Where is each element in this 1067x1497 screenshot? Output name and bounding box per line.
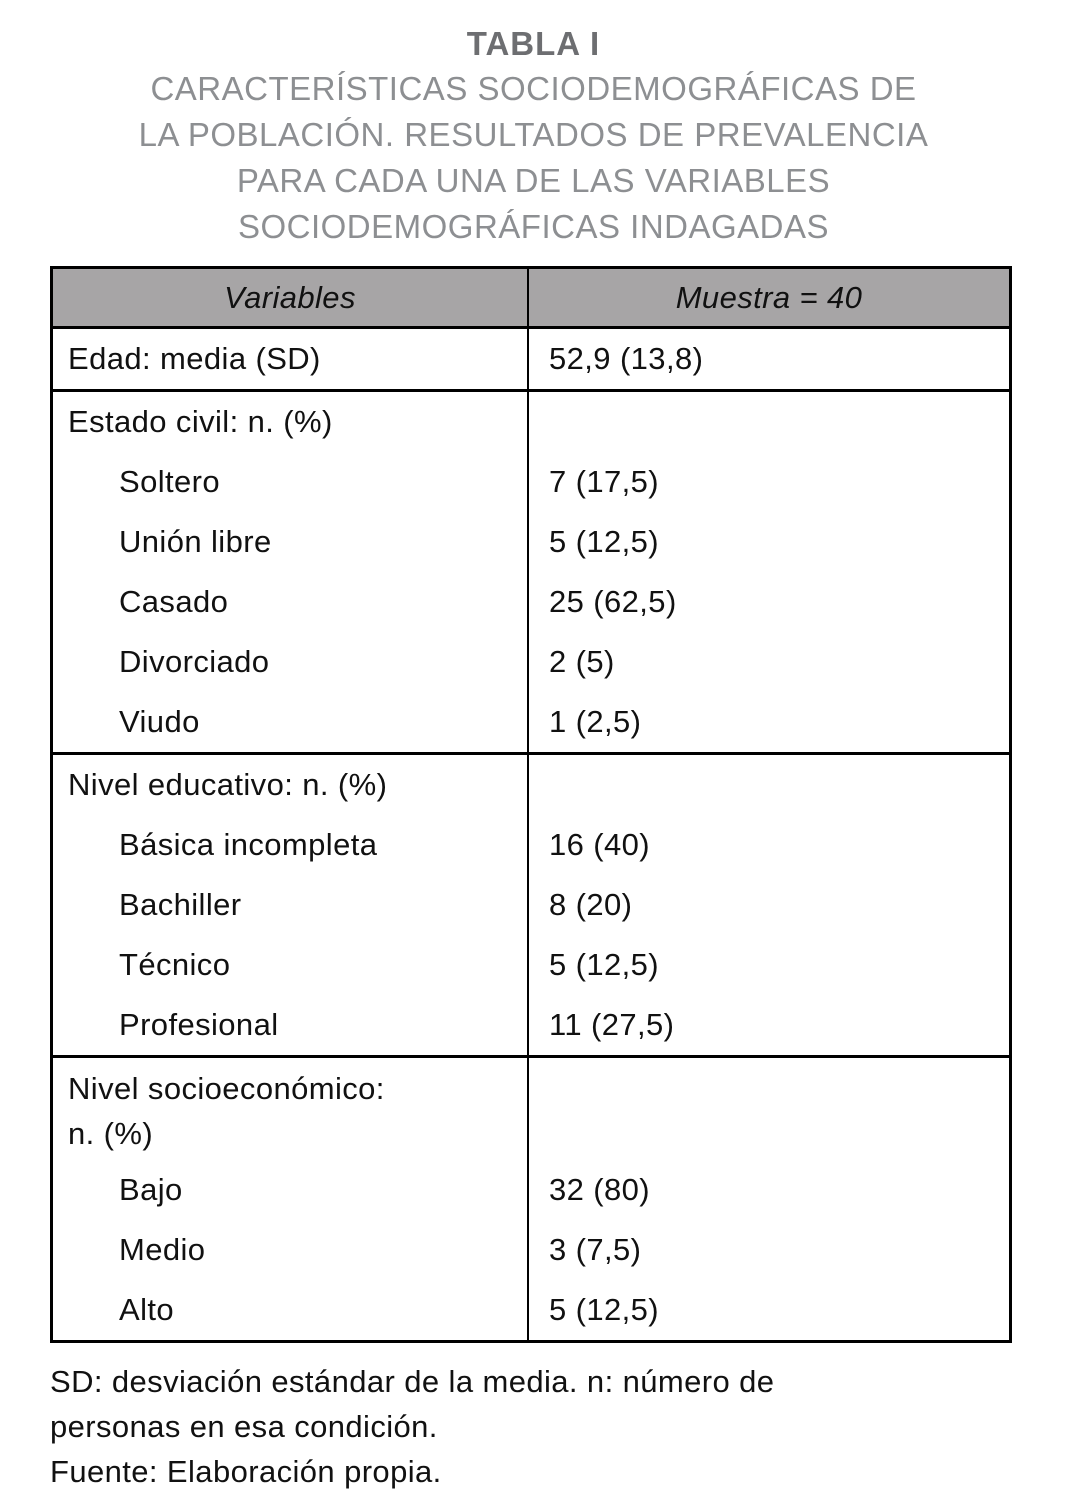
- subtitle-line-2: LA POBLACIÓN. RESULTADOS DE PREVALENCIA: [138, 116, 929, 153]
- table-row-estado-civil-header: [53, 392, 1009, 452]
- subtitle-line-1: CARACTERÍSTICAS SOCIODEMOGRÁFICAS DE: [150, 70, 917, 107]
- row-value: 1 (2,5): [549, 704, 642, 739]
- title-block: [0, 0, 1067, 250]
- row-value: 52,9 (13,8): [549, 341, 704, 376]
- row-label: Medio: [53, 1220, 529, 1280]
- table-row-basica-incompleta: [53, 815, 1009, 875]
- table-title: TABLA I: [466, 25, 601, 62]
- subtitle-line-4: SOCIODEMOGRÁFICAS INDAGADAS: [237, 208, 830, 245]
- row-value: 5 (12,5): [549, 524, 660, 559]
- table-row-nivel-socioeconomico-header: [53, 1058, 1009, 1160]
- table-row-bachiller: [53, 875, 1009, 935]
- row-value: 3 (7,5): [549, 1232, 642, 1267]
- row-label: Técnico: [53, 935, 529, 995]
- row-label: Bajo: [53, 1160, 529, 1220]
- row-label: Edad: media (SD): [53, 329, 529, 389]
- table-row-soltero: [53, 452, 1009, 512]
- row-value: 5 (12,5): [549, 1292, 660, 1327]
- row-label: Básica incompleta: [53, 815, 529, 875]
- data-table: [50, 266, 1012, 1343]
- row-label-line-2: n. (%): [68, 1116, 154, 1151]
- row-value: 2 (5): [549, 644, 615, 679]
- row-label: Bachiller: [53, 875, 529, 935]
- row-label: Nivel educativo: n. (%): [53, 755, 529, 815]
- table-row-divorciado: [53, 632, 1009, 692]
- table-row-medio: [53, 1220, 1009, 1280]
- row-value: 16 (40): [549, 827, 651, 862]
- table-row-tecnico: [53, 935, 1009, 995]
- row-label: Divorciado: [53, 632, 529, 692]
- row-value: 25 (62,5): [549, 584, 677, 619]
- row-value: 11 (27,5): [549, 1007, 675, 1042]
- table-row-edad: [53, 329, 1009, 392]
- table-row-profesional: [53, 995, 1009, 1058]
- row-label: Alto: [53, 1280, 529, 1340]
- table-footnotes: [50, 1359, 1067, 1494]
- footnote-sd-line-2: personas en esa condición.: [50, 1409, 438, 1444]
- row-label: Estado civil: n. (%): [53, 392, 529, 452]
- row-label: Soltero: [53, 452, 529, 512]
- row-value: [529, 392, 1009, 452]
- row-value: [529, 1058, 1009, 1160]
- row-value: 32 (80): [549, 1172, 651, 1207]
- row-value: 7 (17,5): [549, 464, 660, 499]
- row-label: Unión libre: [53, 512, 529, 572]
- row-value: [529, 755, 1009, 815]
- table-row-nivel-educativo-header: [53, 755, 1009, 815]
- row-value: 5 (12,5): [549, 947, 660, 982]
- row-label-line-1: Nivel socioeconómico:: [68, 1071, 385, 1106]
- footnote-source: Fuente: Elaboración propia.: [50, 1454, 442, 1489]
- column-header-muestra: Muestra = 40: [675, 279, 863, 315]
- table-subtitle: [0, 66, 1067, 250]
- footnote-sd-line-1: SD: desviación estándar de la media. n: número de: [50, 1364, 775, 1399]
- row-label: [53, 1058, 529, 1160]
- row-label: Casado: [53, 572, 529, 632]
- row-value: 8 (20): [549, 887, 633, 922]
- table-row-bajo: [53, 1160, 1009, 1220]
- table-row-union-libre: [53, 512, 1009, 572]
- column-header-variables: Variables: [53, 269, 529, 326]
- table-header-row: [53, 269, 1009, 329]
- subtitle-line-3: PARA CADA UNA DE LAS VARIABLES: [236, 162, 831, 199]
- row-label: Viudo: [53, 692, 529, 752]
- row-label: Profesional: [53, 995, 529, 1055]
- table-row-casado: [53, 572, 1009, 632]
- table-row-viudo: [53, 692, 1009, 755]
- table-row-alto: [53, 1280, 1009, 1340]
